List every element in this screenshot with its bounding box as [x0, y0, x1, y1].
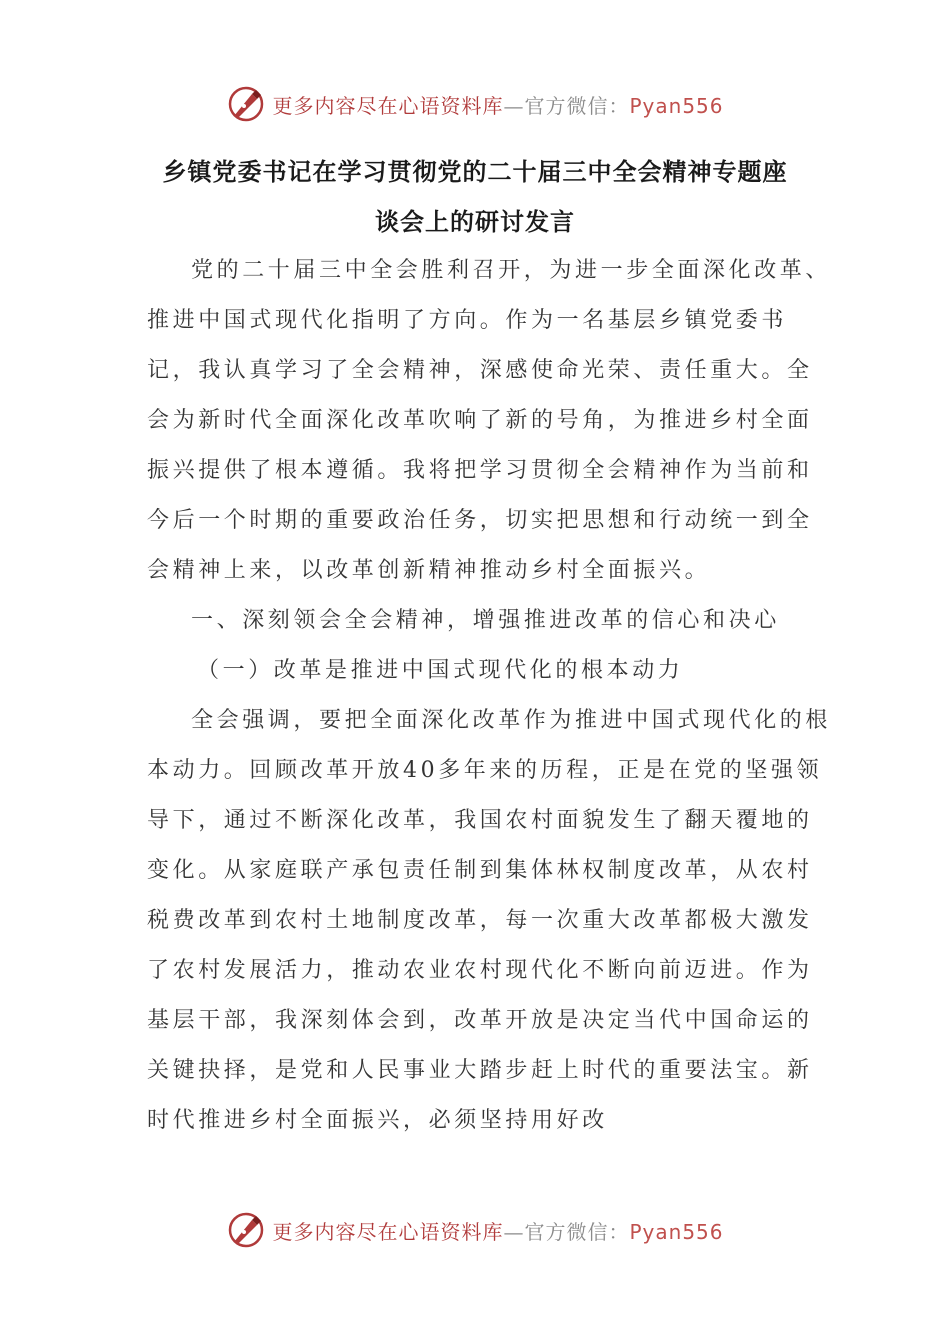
watermark-id: Pyan556 [629, 1219, 724, 1244]
watermark-text [272, 90, 723, 119]
body-text [147, 246, 837, 1146]
document-title-line-1: 乡镇党委书记在学习贯彻党的二十届三中全会精神专题座 [162, 158, 788, 186]
watermark-site: 更多内容尽在心语资料库 [272, 1219, 504, 1244]
watermark-text [272, 1216, 723, 1245]
document-title-line-2: 谈会上的研讨发言 [375, 208, 575, 236]
paragraph-intro: 党的二十届三中全会胜利召开，为进一步全面深化改革、推进中国式现代化指明了方向。作为一名基层乡镇党委书记，我认真学习了全会精神，深感使命光荣、责任重大。全会为新时代全面深化改革吹响了新的号角，为推进乡村全面振兴提供了根本遵循。我将把学习贯彻全会精神作为当前和今后一个时期的重要政治任务，切实把思想和行动统一到全会精神上来，以改革创新精神推动乡村全面振兴。 [147, 258, 832, 583]
pen-nib-circle-icon [226, 1210, 266, 1250]
footer-watermark [0, 1208, 950, 1252]
watermark-id: Pyan556 [629, 93, 724, 118]
watermark-dash: — [503, 1219, 525, 1244]
section-heading-1: 一、深刻领会全会精神，增强推进改革的信心和决心 [191, 608, 780, 633]
watermark-label: 官方微信： [524, 1219, 630, 1244]
paragraph-reform: 全会强调，要把全面深化改革作为推进中国式现代化的根本动力。回顾改革开放40多年来的历程，正是在党的坚强领导下，通过不断深化改革，我国农村面貌发生了翻天覆地的变化。从家庭联产承包责任制到集体林权制度改革，从农村税费改革到农村土地制度改革，每一次重大改革都极大激发了农村发展活力，推动农业农村现代化不断向前迈进。作为基层干部，我深刻体会到，改革开放是决定当代中国命运的关键抉择，是党和人民事业大踏步赶上时代的重要法宝。新时代推进乡村全面振兴，必须坚持用好改 [147, 708, 832, 1133]
watermark-dash: — [503, 93, 525, 118]
header-watermark [0, 82, 950, 126]
watermark-site: 更多内容尽在心语资料库 [272, 93, 504, 118]
subsection-heading-1: （一）改革是推进中国式现代化的根本动力 [197, 658, 684, 683]
pen-nib-circle-icon [226, 84, 266, 124]
watermark-label: 官方微信： [524, 93, 630, 118]
